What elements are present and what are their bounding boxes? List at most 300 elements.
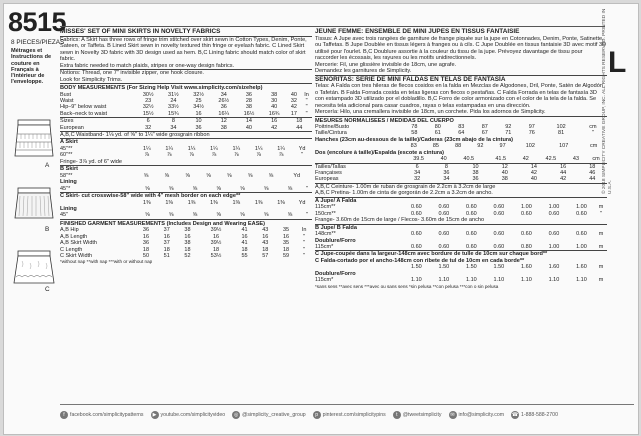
cell-value: 1.50: [410, 264, 422, 271]
cell-value: 18: [212, 246, 220, 253]
size-range-letter: L: [608, 46, 627, 79]
cell-value: 53½: [210, 253, 222, 259]
cell-value: 0.60: [438, 231, 450, 238]
cell-value: 0.60: [438, 244, 450, 251]
cell-value: 50: [142, 253, 150, 259]
cell-value: 76: [528, 130, 535, 137]
cell-value: 18: [282, 246, 290, 253]
cell-value: ": [303, 246, 306, 253]
cell-value: 61: [434, 130, 441, 137]
cell-value: ⅝: [240, 185, 245, 192]
cell-value: 25: [195, 97, 202, 104]
twitter-link[interactable]: [393, 411, 442, 419]
phone-text: 1-888-588-2700: [521, 412, 558, 418]
french-notions-text: Mercerie: Fil, une glissière invisible de 18cm, une agrafe.: [315, 61, 457, 68]
cell-value: m: [598, 277, 604, 284]
cell-value: ⅝: [168, 185, 174, 192]
cell-value: 0.60: [466, 244, 477, 251]
cell-value: 1.00: [548, 244, 560, 251]
cell-value: ": [591, 130, 594, 137]
cell-value: 36: [443, 170, 450, 177]
cell-value: ⅝: [287, 185, 293, 192]
cell-value: 32: [290, 97, 297, 104]
facebook-text: facebook.com/simplicitypatterns: [70, 412, 144, 418]
cell-value: 40: [530, 176, 537, 183]
cell-value: 1.10: [493, 277, 505, 284]
cell-value: 42: [522, 156, 529, 163]
youtube-text: youtube.com/simplicityvideo: [160, 412, 226, 418]
cell-value: 42: [530, 170, 537, 177]
cell-value: 1.60: [576, 264, 587, 271]
cell-value: ⅞: [211, 152, 217, 159]
cell-value: 16¾: [268, 110, 280, 117]
c-jupe-label: C Jupe-coupée dans la largeur-148cm avec bordure de tulle de 10cm sur chaque bord**: [315, 251, 548, 258]
row-label: 60"**: [60, 152, 73, 159]
pattern-envelope-back: [3, 3, 639, 435]
cell-value: In: [304, 91, 309, 98]
divider: [60, 219, 312, 220]
cell-value: cm: [590, 143, 598, 150]
cell-value: 38: [472, 170, 479, 177]
cell-value: 18: [296, 118, 303, 125]
cell-value: 92: [477, 143, 484, 150]
social-footer: [60, 407, 634, 423]
cell-value: ": [305, 110, 308, 117]
row-label: Waist: [60, 97, 74, 104]
cell-value: ⅝: [263, 212, 269, 219]
cell-value: m: [598, 244, 604, 251]
cell-value: 14: [530, 163, 537, 170]
cell-value: 43: [572, 156, 580, 163]
cell-value: 10: [195, 118, 202, 125]
cell-value: 35: [282, 240, 290, 247]
cell-value: 59: [282, 253, 290, 259]
row-label: Taille/Cintura: [315, 130, 347, 137]
cell-value: cm: [589, 124, 597, 130]
cell-value: 1⅜: [254, 199, 263, 206]
cell-value: 34: [220, 91, 227, 98]
finished-measurements-table: [60, 227, 312, 259]
cell-value: 44: [589, 176, 596, 183]
a-jupe-table: [315, 204, 607, 217]
row-label: 148cm**: [315, 231, 336, 238]
cell-value: 52: [184, 253, 191, 259]
cell-value: 67: [481, 130, 488, 137]
cell-value: 18: [241, 246, 248, 253]
b-skirt-label: B Skirt: [60, 166, 79, 173]
cell-value: ": [303, 233, 306, 240]
waistband-text: A,B,C Waistband- 1⅛ yd. of ⅝" to 1¼" wide grosgrain ribbon: [60, 131, 210, 138]
instagram-icon: ◎: [233, 412, 239, 418]
cell-value: ": [303, 240, 306, 247]
cell-value: ⅝: [216, 185, 222, 192]
cell-value: 1⅜: [142, 199, 151, 206]
cell-value: 24: [170, 97, 177, 104]
row-label: 115cm**: [315, 204, 336, 211]
cell-value: 1.10: [438, 277, 450, 284]
cell-value: 97: [528, 124, 535, 130]
cell-value: 16¼: [218, 110, 230, 117]
english-column: [60, 28, 312, 266]
cell-value: 42: [560, 176, 567, 183]
pinterest-icon: p: [313, 411, 321, 419]
cell-value: 80: [434, 124, 441, 130]
cell-value: 32½: [142, 104, 154, 111]
cell-value: Yd: [293, 172, 301, 179]
doublure-label: Doublure/Forro: [315, 237, 356, 244]
row-label: Europeas: [315, 176, 339, 183]
cell-value: 40.5: [463, 156, 475, 163]
finished-measurements-heading: FINISHED GARMENT MEASUREMENTS (Includes Design and Wearing EASE): [60, 220, 266, 227]
cell-value: 16: [560, 163, 567, 170]
cell-value: 16: [241, 233, 248, 240]
cell-value: 0.60: [548, 231, 560, 238]
cell-value: 0.60: [576, 231, 587, 238]
fringe-text: Fringe- 3⅞ yd. of 6" wide: [60, 158, 122, 165]
row-label: A,B Hip: [60, 227, 79, 234]
french-trims-text: Demandez les garnitures de Simplicity.: [315, 68, 412, 74]
french-fabrics-text: Tissus: A Jupe avec trois rangées de garniture de frange piquée sur la jupe en Cotonnades, Denim, Ponte, Satinette, ou Taffetas. B Jupe Doublée en tissus légers à franges ou à cils. C Jupe Doublée en tissus fantaisie 3D avec motif 3D utilisé pour l'ourlet. B,C Doublure assortie à la couleur du tissu de la jupe. Prévoyez davantage de tissu pour raccorder les écossais, les rayures ou les motifs unidirectionnels.: [315, 35, 607, 61]
cell-value: ⅝: [216, 212, 222, 219]
cell-value: ⅝: [185, 172, 190, 179]
frange-text: Frange- 3.60m de 15cm de large / Flecos- 3.60m de 15cm de ancho: [315, 217, 485, 224]
cell-value: ⅝: [240, 212, 245, 219]
row-label: C Length: [60, 246, 83, 253]
cell-value: ⅝: [168, 212, 174, 219]
spanish-title: SEÑORITAS: SERIE DE MINI FALDAS EN TELAS DE FANTASÍA: [315, 75, 506, 83]
cell-value: 1¼: [277, 145, 285, 152]
cell-value: 32½: [193, 91, 204, 98]
spanish-fabrics-text: Telas: A Falda con tres hileras de flecos cosidos en la falda en Mezclas de Algodones, Dril, Ponte, Satén de Algodón o Tafetán. B Falda Forrada cosida en telas ligeras con flecos o pestañas. C Falda Forrada en telas de fantasía 3D con estampado 3D utilizado por el dobladillo. B,C Forro de color armonizado con el color de la tela de la falda. Se necesita tela adicional para casar cuadros, rayas o telas estampadas en una dirección.: [315, 83, 603, 109]
cell-value: 0.60: [521, 210, 532, 217]
cell-value: 1¼: [210, 145, 218, 152]
cell-value: 41.5: [495, 156, 507, 163]
cell-value: 18: [163, 246, 170, 253]
cell-value: 31½: [168, 91, 179, 98]
cell-value: 14: [245, 118, 252, 125]
cell-value: 17: [290, 110, 297, 117]
top-divider: [60, 26, 605, 27]
cell-value: 1¼: [187, 145, 196, 152]
cell-value: m: [598, 231, 604, 238]
cell-value: 0.60: [410, 204, 422, 211]
divider: [60, 83, 312, 84]
cell-value: 35: [282, 227, 290, 234]
footer-divider: [60, 404, 634, 405]
cell-value: ⅝: [145, 185, 150, 192]
cell-value: 37: [163, 240, 170, 247]
cell-value: 107: [559, 143, 569, 150]
cell-value: 16: [282, 233, 290, 240]
cell-value: 6: [146, 118, 150, 125]
cell-value: ": [303, 253, 306, 259]
email-icon: ✉: [450, 412, 455, 418]
body-measurements-heading: BODY MEASUREMENTS (For Sizing Help Visit www.simplicity.com/sizehelp): [60, 85, 263, 91]
english-title: MISSES' SET OF MINI SKIRTS IN NOVELTY FABRICS: [60, 28, 221, 35]
cell-value: ": [305, 185, 308, 192]
cell-value: 102: [556, 124, 566, 130]
pretina-text: A,B,C Pretina- 1.00m de cinta de gorgorán de 2.2cm a 3.2cm de ancho.: [315, 190, 493, 197]
row-label: 45"*: [60, 185, 71, 192]
cell-value: 38: [184, 240, 191, 247]
instagram-text: @simplicity_creative_group: [242, 412, 306, 418]
email-text: info@simplicity.com: [458, 412, 505, 418]
youtube-icon: ▶: [151, 411, 159, 419]
cell-value: 40: [440, 156, 447, 163]
cell-value: 0.60: [493, 244, 505, 251]
instagram-link[interactable]: [232, 411, 306, 419]
cell-value: 1⅜: [210, 199, 218, 206]
cell-value: 15¾: [168, 110, 179, 117]
cell-value: 36: [142, 240, 150, 247]
cell-value: 16: [271, 118, 278, 125]
cell-value: ⅝: [247, 172, 253, 179]
cell-value: 39½: [210, 240, 222, 247]
cell-value: 16: [163, 233, 170, 240]
lining-label: Lining: [60, 179, 77, 186]
cell-value: 38: [220, 124, 227, 131]
cell-value: 71: [505, 130, 512, 137]
metric-sizes-table: [315, 164, 607, 183]
cell-value: 1.50: [438, 264, 450, 271]
cell-value: 36: [220, 104, 227, 111]
cell-value: ": [305, 104, 308, 111]
cell-value: 1.00: [576, 204, 587, 211]
email-link[interactable]: [449, 411, 505, 419]
cell-value: ": [600, 210, 603, 217]
phone-link[interactable]: [511, 411, 558, 419]
cell-value: 81: [558, 130, 565, 137]
cell-value: ⅞: [256, 152, 261, 159]
cell-value: 1¼: [142, 145, 151, 152]
row-label: European: [60, 124, 84, 131]
cell-value: 1⅜: [165, 199, 173, 206]
cell-value: 1.10: [521, 277, 532, 284]
skirt-b-sketch: [12, 184, 56, 224]
skirt-a-label: A: [45, 162, 50, 169]
cell-value: 41: [241, 227, 248, 234]
cell-value: 39½: [210, 227, 222, 234]
row-label: Sizes: [60, 118, 74, 125]
cell-value: ⅝: [287, 212, 293, 219]
cell-value: 1.10: [548, 277, 560, 284]
cell-value: 0.60: [466, 204, 477, 211]
cell-value: ⅝: [145, 212, 150, 219]
cell-value: 38: [245, 104, 252, 111]
cell-value: 0.60: [576, 210, 587, 217]
cell-value: cm: [592, 156, 600, 163]
cell-value: 32: [414, 176, 421, 183]
cell-value: 64: [458, 130, 465, 137]
cell-value: 6: [415, 163, 419, 170]
cell-value: 58: [411, 130, 418, 137]
cell-value: ⅝: [268, 172, 274, 179]
cell-value: 1¼: [232, 145, 241, 152]
cell-value: 38: [271, 91, 278, 98]
cell-value: ⅞: [278, 152, 284, 159]
cell-value: 36: [142, 227, 150, 234]
c-falda-label: C Falda-cortado por el ancho-148cm con ribete de tul de 10cm en cada borde**: [315, 257, 525, 264]
ceinture-text: A,B,C Ceinture- 1.00m de ruban de grosgrain de 2.2cm à 3.2cm de large: [315, 183, 496, 190]
cell-value: 0.60: [493, 210, 505, 217]
cell-value: 36: [245, 91, 252, 98]
cell-value: ⅝: [227, 172, 232, 179]
cell-value: 57: [262, 253, 269, 259]
cell-value: 33½: [168, 104, 179, 111]
cell-value: 30: [271, 97, 278, 104]
row-label: 115cm*: [315, 277, 334, 284]
lining-label-2: Lining: [60, 205, 77, 212]
cell-value: 0.60: [466, 231, 477, 238]
cell-value: 0.60: [410, 210, 422, 217]
cell-value: 44: [560, 170, 567, 177]
pattern-number: 8515: [8, 7, 67, 37]
cell-value: 1⅜: [187, 199, 196, 206]
row-label: Françaises: [315, 170, 342, 177]
cell-value: 1.10: [466, 277, 477, 284]
sens-legend: *sans sens **avec sens ***avec ou sans sens *sin pelusa **con pelusa ***con o sin pelusa: [315, 283, 499, 289]
spanish-notions-text: Mercería: Hilo, una cremallera invisible de 18cm, un corchete. Pida los adornos de Simplicity.: [315, 109, 546, 115]
cell-value: 46: [589, 170, 596, 177]
cell-value: 34: [443, 176, 450, 183]
row-label: 115cm*: [315, 244, 334, 251]
cell-value: 1.10: [410, 277, 422, 284]
cell-value: 83: [410, 143, 417, 150]
cell-value: 39.5: [413, 156, 424, 163]
cell-value: 16: [262, 233, 269, 240]
cell-value: 0.80: [521, 244, 532, 251]
cell-value: ⅝: [164, 172, 170, 179]
cell-value: ": [305, 97, 308, 104]
cell-value: 44: [296, 124, 303, 131]
cell-value: 18: [142, 246, 150, 253]
row-label: Bust: [60, 91, 72, 98]
cell-value: 36: [472, 176, 479, 183]
cell-value: 88: [455, 143, 462, 150]
cell-value: 97: [499, 143, 506, 150]
cell-value: 0.60: [410, 244, 422, 251]
b-jupe-label: B Jupe/ B Falda: [315, 224, 357, 231]
phone-icon: ☎: [511, 412, 519, 418]
skirt-c-sketch: [12, 247, 56, 291]
cell-value: 26½: [218, 97, 230, 104]
cell-value: 16: [184, 233, 191, 240]
cell-value: 102: [525, 143, 535, 150]
cell-value: m: [598, 204, 604, 211]
cell-value: In: [301, 227, 307, 234]
cell-value: 8: [444, 163, 448, 170]
twitter-icon: t: [393, 411, 401, 419]
pinterest-link[interactable]: [313, 411, 386, 419]
doublure-label-2: Doublure/Forro: [315, 270, 356, 277]
cell-value: 40: [245, 124, 252, 131]
cell-value: 83: [458, 124, 465, 130]
cell-value: 41: [241, 240, 248, 247]
cell-value: ⅞: [233, 152, 239, 159]
cell-value: 0.60: [493, 231, 505, 238]
a-skirt-label: A Skirt: [60, 139, 78, 146]
cell-value: 1.10: [576, 277, 587, 284]
cell-value: 1¼: [165, 145, 173, 152]
a-skirt-table: [60, 146, 312, 159]
sizes-table: [60, 118, 312, 131]
youtube-link[interactable]: [151, 411, 226, 419]
cell-value: m: [598, 264, 604, 271]
nap-legend: *without nap **with nap ***with or without nap: [60, 259, 153, 265]
cell-value: 1¼: [254, 145, 263, 152]
cell-value: 36: [195, 124, 202, 131]
cell-value: 28: [245, 97, 252, 104]
cell-value: 38: [184, 227, 191, 234]
pinterest-text: pinterest.com/simplicitypins: [322, 412, 386, 418]
french-title: JEUNE FEMME: ENSEMBLE DE MINI JUPES EN TISSUS FANTAISIE: [315, 28, 520, 35]
cell-value: ⅞: [166, 152, 172, 159]
facebook-link[interactable]: [60, 411, 144, 419]
hip-label: Hanches (23cm au-dessous de la taille)/Caderas (23cm abajo de la cintura): [315, 136, 514, 143]
cell-value: 1.50: [466, 264, 477, 271]
cell-value: 92: [505, 124, 512, 130]
cell-value: 12: [220, 118, 227, 125]
cell-value: 55: [241, 253, 248, 259]
cell-value: 40: [290, 91, 297, 98]
row-label: Hip–9" below waist: [60, 104, 107, 111]
cell-value: 1.00: [576, 244, 587, 251]
cell-value: 0.60: [438, 210, 450, 217]
row-label: Back–neck to waist: [60, 110, 108, 117]
trims-text: Look for Simplicity Trims.: [60, 76, 123, 83]
divider: [315, 116, 607, 117]
cell-value: 40: [501, 170, 508, 177]
back-label: Dos (encolure à taille)/Espalda (escote a cintura): [315, 149, 445, 156]
cell-value: 78: [411, 124, 418, 130]
cell-value: 0.60: [410, 231, 422, 238]
row-label: Poitrine/Busto: [315, 124, 350, 130]
cell-value: 40: [271, 104, 278, 111]
cell-value: 0.60: [466, 210, 477, 217]
row-label: 150cm**: [315, 210, 336, 217]
cell-value: 16: [212, 233, 220, 240]
cell-value: 42: [271, 124, 278, 131]
row-label: C Skirt Width: [60, 253, 93, 259]
cell-value: 0.60: [493, 204, 505, 211]
cell-value: 1.60: [521, 264, 532, 271]
cell-value: 1.60: [548, 264, 560, 271]
cell-value: 37: [163, 227, 170, 234]
extra-fabric-text: Extra fabric needed to match plaids, stripes or one-way design fabrics.: [60, 62, 235, 69]
facebook-icon: f: [60, 411, 68, 419]
cell-value: Yd: [298, 199, 306, 206]
cell-value: 34½: [193, 104, 204, 111]
cell-value: 10: [472, 163, 479, 170]
metric-body-table: [315, 124, 607, 137]
cell-value: 1.00: [548, 204, 560, 211]
cell-value: 12: [501, 163, 508, 170]
pieces-count: 8 PIECES/PIEZAS: [11, 39, 65, 46]
french-spanish-column: [315, 28, 607, 290]
cell-value: Yd: [298, 145, 306, 152]
metric-heading: MESURES NORMALISEES / MEDIDAS DEL CUERPO: [315, 117, 454, 124]
cell-value: 0.60: [521, 231, 532, 238]
cell-value: 87: [481, 124, 488, 130]
cell-value: 43: [262, 227, 269, 234]
cell-value: 32: [145, 124, 152, 131]
cell-value: 23: [145, 97, 152, 104]
cell-value: 51: [163, 253, 170, 259]
skirt-a-sketch: [12, 114, 56, 164]
cell-value: 34: [414, 170, 421, 177]
body-measurements-table: [60, 92, 312, 118]
row-label: Tailles/Tallas: [315, 163, 346, 170]
